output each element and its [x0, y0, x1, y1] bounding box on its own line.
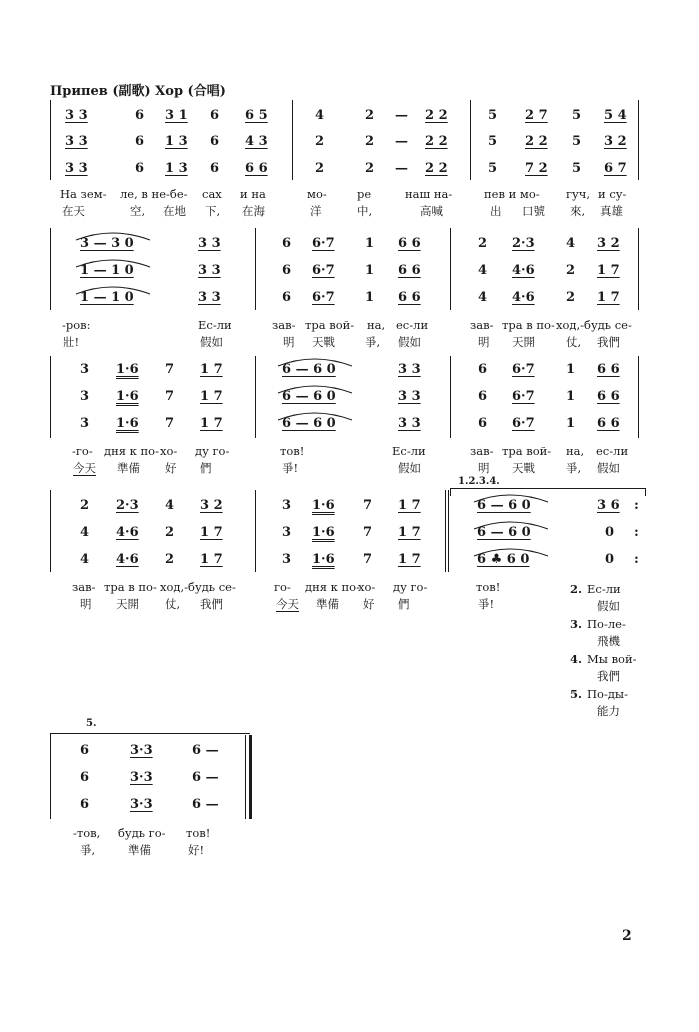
note-group: 6 — 6 0 — [477, 498, 531, 513]
note-group: 3 2 — [604, 134, 627, 149]
note: 4 — [80, 525, 90, 540]
note-group: 6 6 — [597, 362, 620, 377]
note-group: 3 3 — [398, 416, 421, 431]
note-group: 4·6 — [116, 525, 139, 540]
note: 5 — [488, 108, 498, 123]
lyric-zh: 在天 — [62, 204, 85, 218]
note: 6 — — [192, 743, 219, 758]
note-group: 3 — 3 0 — [80, 236, 134, 251]
lyric-ru: Ес-ли — [392, 444, 426, 458]
note-group: 6·7 — [312, 263, 335, 278]
lyric-ru: На зем- — [60, 187, 107, 201]
lyric-ru: тра вой- — [305, 318, 355, 332]
lyric-ru: ес-ли — [596, 444, 629, 458]
note: 2 — [566, 290, 576, 305]
lyric-ru: Ес-ли — [198, 318, 232, 332]
lyric-ru: и су- — [598, 187, 627, 201]
lyric-zh: 爭! — [282, 461, 299, 475]
note: 2 — [566, 263, 576, 278]
lyric-ru: -ров: — [62, 318, 91, 332]
note-group: 6 6 — [398, 263, 421, 278]
note: 6 — [210, 108, 220, 123]
final-barline-thin — [245, 735, 246, 819]
dash: — — [395, 161, 408, 176]
lyric-ru: тра вой- — [502, 444, 552, 458]
note: 5 — [572, 108, 582, 123]
note: 6 — [210, 134, 220, 149]
lyric-ru: на, — [566, 444, 585, 458]
note-group: 2 2 — [525, 134, 548, 149]
note-group: 3 3 — [398, 389, 421, 404]
note-group: 1 3 — [165, 161, 188, 176]
dash: — — [395, 108, 408, 123]
note: 6 — — [192, 797, 219, 812]
verse-zh: 我們 — [597, 669, 620, 683]
lyric-ru: тра в по- — [502, 318, 555, 332]
repeat-dots: : — [634, 498, 639, 513]
note-group: 1 7 — [398, 525, 421, 540]
note-group: 3 3 — [65, 134, 88, 149]
lyric-zh: 今天 — [73, 461, 96, 475]
note-group: 4·6 — [512, 290, 535, 305]
note: 3 — [282, 525, 292, 540]
note-group: 6·7 — [512, 362, 535, 377]
lyric-ru: ду го- — [195, 444, 230, 458]
volta-label: 1.2.3.4. — [458, 476, 500, 487]
lyric-ru: дня к по- — [104, 444, 159, 458]
verse-ru: По-ды- — [587, 687, 628, 701]
system-5-left-barline — [50, 735, 51, 819]
note-group: 2 7 — [525, 108, 548, 123]
lyric-zh: 明 — [478, 461, 490, 475]
system-2-right-barline — [638, 228, 639, 310]
note-group: 3·3 — [130, 770, 153, 785]
note-group: 6 5 — [245, 108, 268, 123]
lyric-zh: 好! — [188, 843, 205, 857]
lyric-zh: 準備 — [117, 461, 140, 475]
verse-number: 5. — [570, 687, 583, 701]
note: 6 — [135, 161, 145, 176]
verse-ru: По-ле- — [587, 617, 626, 631]
lyric-zh: 空, — [130, 204, 146, 218]
lyric-ru: тов! — [186, 826, 211, 840]
lyric-zh: 爭! — [478, 597, 495, 611]
lyric-zh: 明 — [478, 335, 490, 349]
note-group: 1·6 — [116, 416, 139, 431]
lyric-ru: гуч, — [566, 187, 591, 201]
note: 2 — [478, 236, 488, 251]
note-group: 1 7 — [200, 389, 223, 404]
note: 2 — [365, 134, 375, 149]
barline — [255, 356, 256, 438]
lyric-ru: зав- — [470, 444, 494, 458]
note: 7 — [363, 498, 373, 513]
note: 7 — [363, 552, 373, 567]
note: 1 — [566, 362, 576, 377]
lyric-ru: пев и мо- — [484, 187, 540, 201]
note: 2 — [165, 552, 175, 567]
note-group: 6 ♣ 6 0 — [477, 552, 530, 567]
barline — [445, 490, 446, 572]
lyric-zh: 們 — [398, 597, 410, 611]
note: 7 — [165, 362, 175, 377]
system-2-left-barline — [50, 228, 51, 310]
note-group: 6·7 — [312, 290, 335, 305]
lyric-zh: 我們 — [597, 335, 620, 349]
note: 1 — [365, 236, 375, 251]
note-group: 3 6 — [597, 498, 620, 513]
note-group: 4·6 — [116, 552, 139, 567]
note: 4 — [478, 263, 488, 278]
lyric-ru: -го- — [72, 444, 93, 458]
note-group: 1·6 — [312, 525, 335, 540]
note: 3 — [282, 552, 292, 567]
dash: — — [395, 134, 408, 149]
lyric-zh: 真雄 — [600, 204, 623, 218]
barline — [450, 356, 451, 438]
lyric-zh: 洋 — [310, 204, 322, 218]
lyric-ru: тов! — [280, 444, 305, 458]
note-group: 1 7 — [200, 552, 223, 567]
lyric-zh: 準備 — [316, 597, 339, 611]
note-group: 2·3 — [512, 236, 535, 251]
note: 1 — [365, 263, 375, 278]
note: 1 — [566, 416, 576, 431]
lyric-zh: 假如 — [398, 335, 421, 349]
note-group: 3 1 — [165, 108, 188, 123]
note-group: 3 2 — [597, 236, 620, 251]
note: 1 — [365, 290, 375, 305]
lyric-zh: 好 — [165, 461, 177, 475]
lyric-ru: -тов, — [73, 826, 101, 840]
note-group: 6·7 — [512, 389, 535, 404]
lyric-zh: 天戰 — [312, 335, 335, 349]
lyric-zh: 明 — [80, 597, 92, 611]
note-group: 6 — 6 0 — [282, 362, 336, 377]
note-group: 1 7 — [398, 552, 421, 567]
note: 4 — [80, 552, 90, 567]
note: 6 — — [192, 770, 219, 785]
lyric-zh: 我們 — [200, 597, 223, 611]
rest: 0 — [605, 552, 615, 567]
note-group: 2·3 — [116, 498, 139, 513]
note: 4 — [165, 498, 175, 513]
note: 6 — [478, 416, 488, 431]
note: 6 — [478, 362, 488, 377]
note-group: 6 7 — [604, 161, 627, 176]
lyric-zh: 在地 — [163, 204, 186, 218]
verse-number: 2. — [570, 582, 583, 596]
note-group: 6 — 6 0 — [282, 389, 336, 404]
verse-number: 4. — [570, 652, 583, 666]
repeat-dots: : — [634, 525, 639, 540]
note-group: 1·6 — [312, 498, 335, 513]
lyric-zh: 準備 — [128, 843, 151, 857]
note: 6 — [478, 389, 488, 404]
verse-ru: Мы вой- — [587, 652, 637, 666]
note: 4 — [478, 290, 488, 305]
note: 6 — [80, 743, 90, 758]
note-group: 2 2 — [425, 108, 448, 123]
lyric-zh: 假如 — [200, 335, 223, 349]
note-group: 7 2 — [525, 161, 548, 176]
lyric-zh: 好 — [363, 597, 375, 611]
lyric-ru: ре — [357, 187, 372, 201]
note: 6 — [210, 161, 220, 176]
note-group: 3 3 — [198, 290, 221, 305]
rest: 0 — [605, 525, 615, 540]
score-header: Припев (副歌) Хор (合唱) — [50, 84, 226, 99]
note-group: 6·7 — [312, 236, 335, 251]
note: 2 — [315, 161, 325, 176]
lyric-ru: сах — [202, 187, 222, 201]
note: 3 — [282, 498, 292, 513]
lyric-zh: 仗, — [165, 597, 181, 611]
note: 2 — [365, 161, 375, 176]
lyric-ru: тов! — [476, 580, 501, 594]
repeat-start-barline — [448, 490, 449, 572]
note-group: 4 3 — [245, 134, 268, 149]
lyric-zh: 假如 — [597, 461, 620, 475]
note-group: 2 2 — [425, 134, 448, 149]
verse-zh: 假如 — [597, 599, 620, 613]
lyric-ru: ду го- — [393, 580, 428, 594]
lyric-zh: 假如 — [398, 461, 421, 475]
note-group: 6 6 — [398, 290, 421, 305]
note-group: 1 3 — [165, 134, 188, 149]
note: 6 — [135, 134, 145, 149]
note-group: 1 7 — [398, 498, 421, 513]
note: 1 — [566, 389, 576, 404]
note-group: 2 2 — [425, 161, 448, 176]
lyric-ru: мо- — [307, 187, 327, 201]
note-group: 3·3 — [130, 797, 153, 812]
lyric-zh: 出 — [490, 204, 502, 218]
barline — [255, 490, 256, 572]
lyric-ru: ход,-будь се- — [556, 318, 632, 332]
lyric-zh: 高喊 — [420, 204, 443, 218]
barline — [470, 100, 471, 180]
note-group: 1 7 — [200, 362, 223, 377]
note-group: 4·6 — [512, 263, 535, 278]
barline — [292, 100, 293, 180]
lyric-zh: 明 — [283, 335, 295, 349]
note: 6 — [135, 108, 145, 123]
note-group: 3 3 — [65, 161, 88, 176]
lyric-zh: 壯! — [63, 335, 80, 349]
lyric-ru: го- — [274, 580, 291, 594]
barline — [450, 228, 451, 310]
lyric-zh: 天戰 — [512, 461, 535, 475]
volta-bracket — [450, 488, 646, 489]
lyric-zh: 來, — [570, 204, 586, 218]
verse-zh: 飛機 — [597, 634, 620, 648]
lyric-zh: 下, — [205, 204, 221, 218]
lyric-zh: 天開 — [116, 597, 139, 611]
system-1-right-barline — [638, 100, 639, 180]
note-group: 3 3 — [65, 108, 88, 123]
note: 3 — [80, 416, 90, 431]
note-group: 6 6 — [597, 416, 620, 431]
note: 7 — [363, 525, 373, 540]
lyric-zh: 們 — [200, 461, 212, 475]
system-3-left-barline — [50, 356, 51, 438]
lyric-ru: наш на- — [405, 187, 453, 201]
lyric-zh: 中, — [357, 204, 373, 218]
verse-number: 3. — [570, 617, 583, 631]
lyric-ru: зав- — [272, 318, 296, 332]
lyric-ru: тра в по- — [104, 580, 157, 594]
note-group: 1 7 — [200, 525, 223, 540]
note-group: 1 — 1 0 — [80, 290, 134, 305]
note: 3 — [80, 389, 90, 404]
note: 5 — [488, 161, 498, 176]
note-group: 6·7 — [512, 416, 535, 431]
lyric-ru: хо- — [160, 444, 178, 458]
note-group: 1 — 1 0 — [80, 263, 134, 278]
note-group: 3·3 — [130, 743, 153, 758]
note: 2 — [165, 525, 175, 540]
note: 6 — [282, 263, 292, 278]
lyric-ru: и на — [240, 187, 266, 201]
note-group: 6 — 6 0 — [477, 525, 531, 540]
page-number: 2 — [622, 928, 632, 944]
lyric-zh: 天開 — [512, 335, 535, 349]
note-group: 6 6 — [597, 389, 620, 404]
note: 7 — [165, 389, 175, 404]
lyric-ru: зав- — [470, 318, 494, 332]
note: 6 — [80, 797, 90, 812]
note: 2 — [365, 108, 375, 123]
note-group: 5 4 — [604, 108, 627, 123]
note-group: 6 6 — [398, 236, 421, 251]
note-group: 1 7 — [597, 263, 620, 278]
note: 2 — [80, 498, 90, 513]
note: 6 — [282, 236, 292, 251]
note: 6 — [80, 770, 90, 785]
note: 5 — [572, 161, 582, 176]
note-group: 3 3 — [198, 236, 221, 251]
note-group: 1 7 — [200, 416, 223, 431]
lyric-ru: дня к по- — [305, 580, 360, 594]
note-group: 3 2 — [200, 498, 223, 513]
volta-bracket — [50, 733, 250, 734]
note-group: 6 — 6 0 — [282, 416, 336, 431]
system-3-right-barline — [638, 356, 639, 438]
note: 3 — [80, 362, 90, 377]
lyric-ru: зав- — [72, 580, 96, 594]
system-4-left-barline — [50, 490, 51, 572]
lyric-zh: 爭, — [80, 843, 96, 857]
lyric-ru: ле, в не-бе- — [120, 187, 188, 201]
repeat-dots: : — [634, 552, 639, 567]
note: 5 — [488, 134, 498, 149]
note-group: 6 6 — [245, 161, 268, 176]
lyric-ru: на, — [367, 318, 386, 332]
volta-bracket-end — [645, 488, 646, 496]
lyric-ru: ес-ли — [396, 318, 429, 332]
lyric-zh: 爭, — [365, 335, 381, 349]
note-group: 1·6 — [116, 362, 139, 377]
note-group: 1 7 — [597, 290, 620, 305]
lyric-ru: хо- — [358, 580, 376, 594]
note: 4 — [315, 108, 325, 123]
note: 2 — [315, 134, 325, 149]
verse-zh: 能力 — [597, 704, 620, 718]
barline — [255, 228, 256, 310]
system-1-left-barline — [50, 100, 51, 180]
note-group: 1·6 — [312, 552, 335, 567]
note: 5 — [572, 134, 582, 149]
lyric-zh: 口號 — [522, 204, 545, 218]
lyric-zh: 爭, — [566, 461, 582, 475]
lyric-zh: 今天 — [276, 597, 299, 611]
note: 7 — [165, 416, 175, 431]
lyric-ru: ход,-будь се- — [160, 580, 236, 594]
final-barline-thick — [249, 735, 252, 819]
lyric-zh: 在海 — [242, 204, 265, 218]
volta-bracket-end — [450, 488, 451, 496]
note-group: 3 3 — [398, 362, 421, 377]
lyric-ru: будь го- — [118, 826, 166, 840]
lyric-zh: 仗, — [566, 335, 582, 349]
volta-label: 5. — [86, 718, 97, 729]
verse-ru: Ес-ли — [587, 582, 621, 596]
note-group: 1·6 — [116, 389, 139, 404]
note: 4 — [566, 236, 576, 251]
note: 6 — [282, 290, 292, 305]
note-group: 3 3 — [198, 263, 221, 278]
